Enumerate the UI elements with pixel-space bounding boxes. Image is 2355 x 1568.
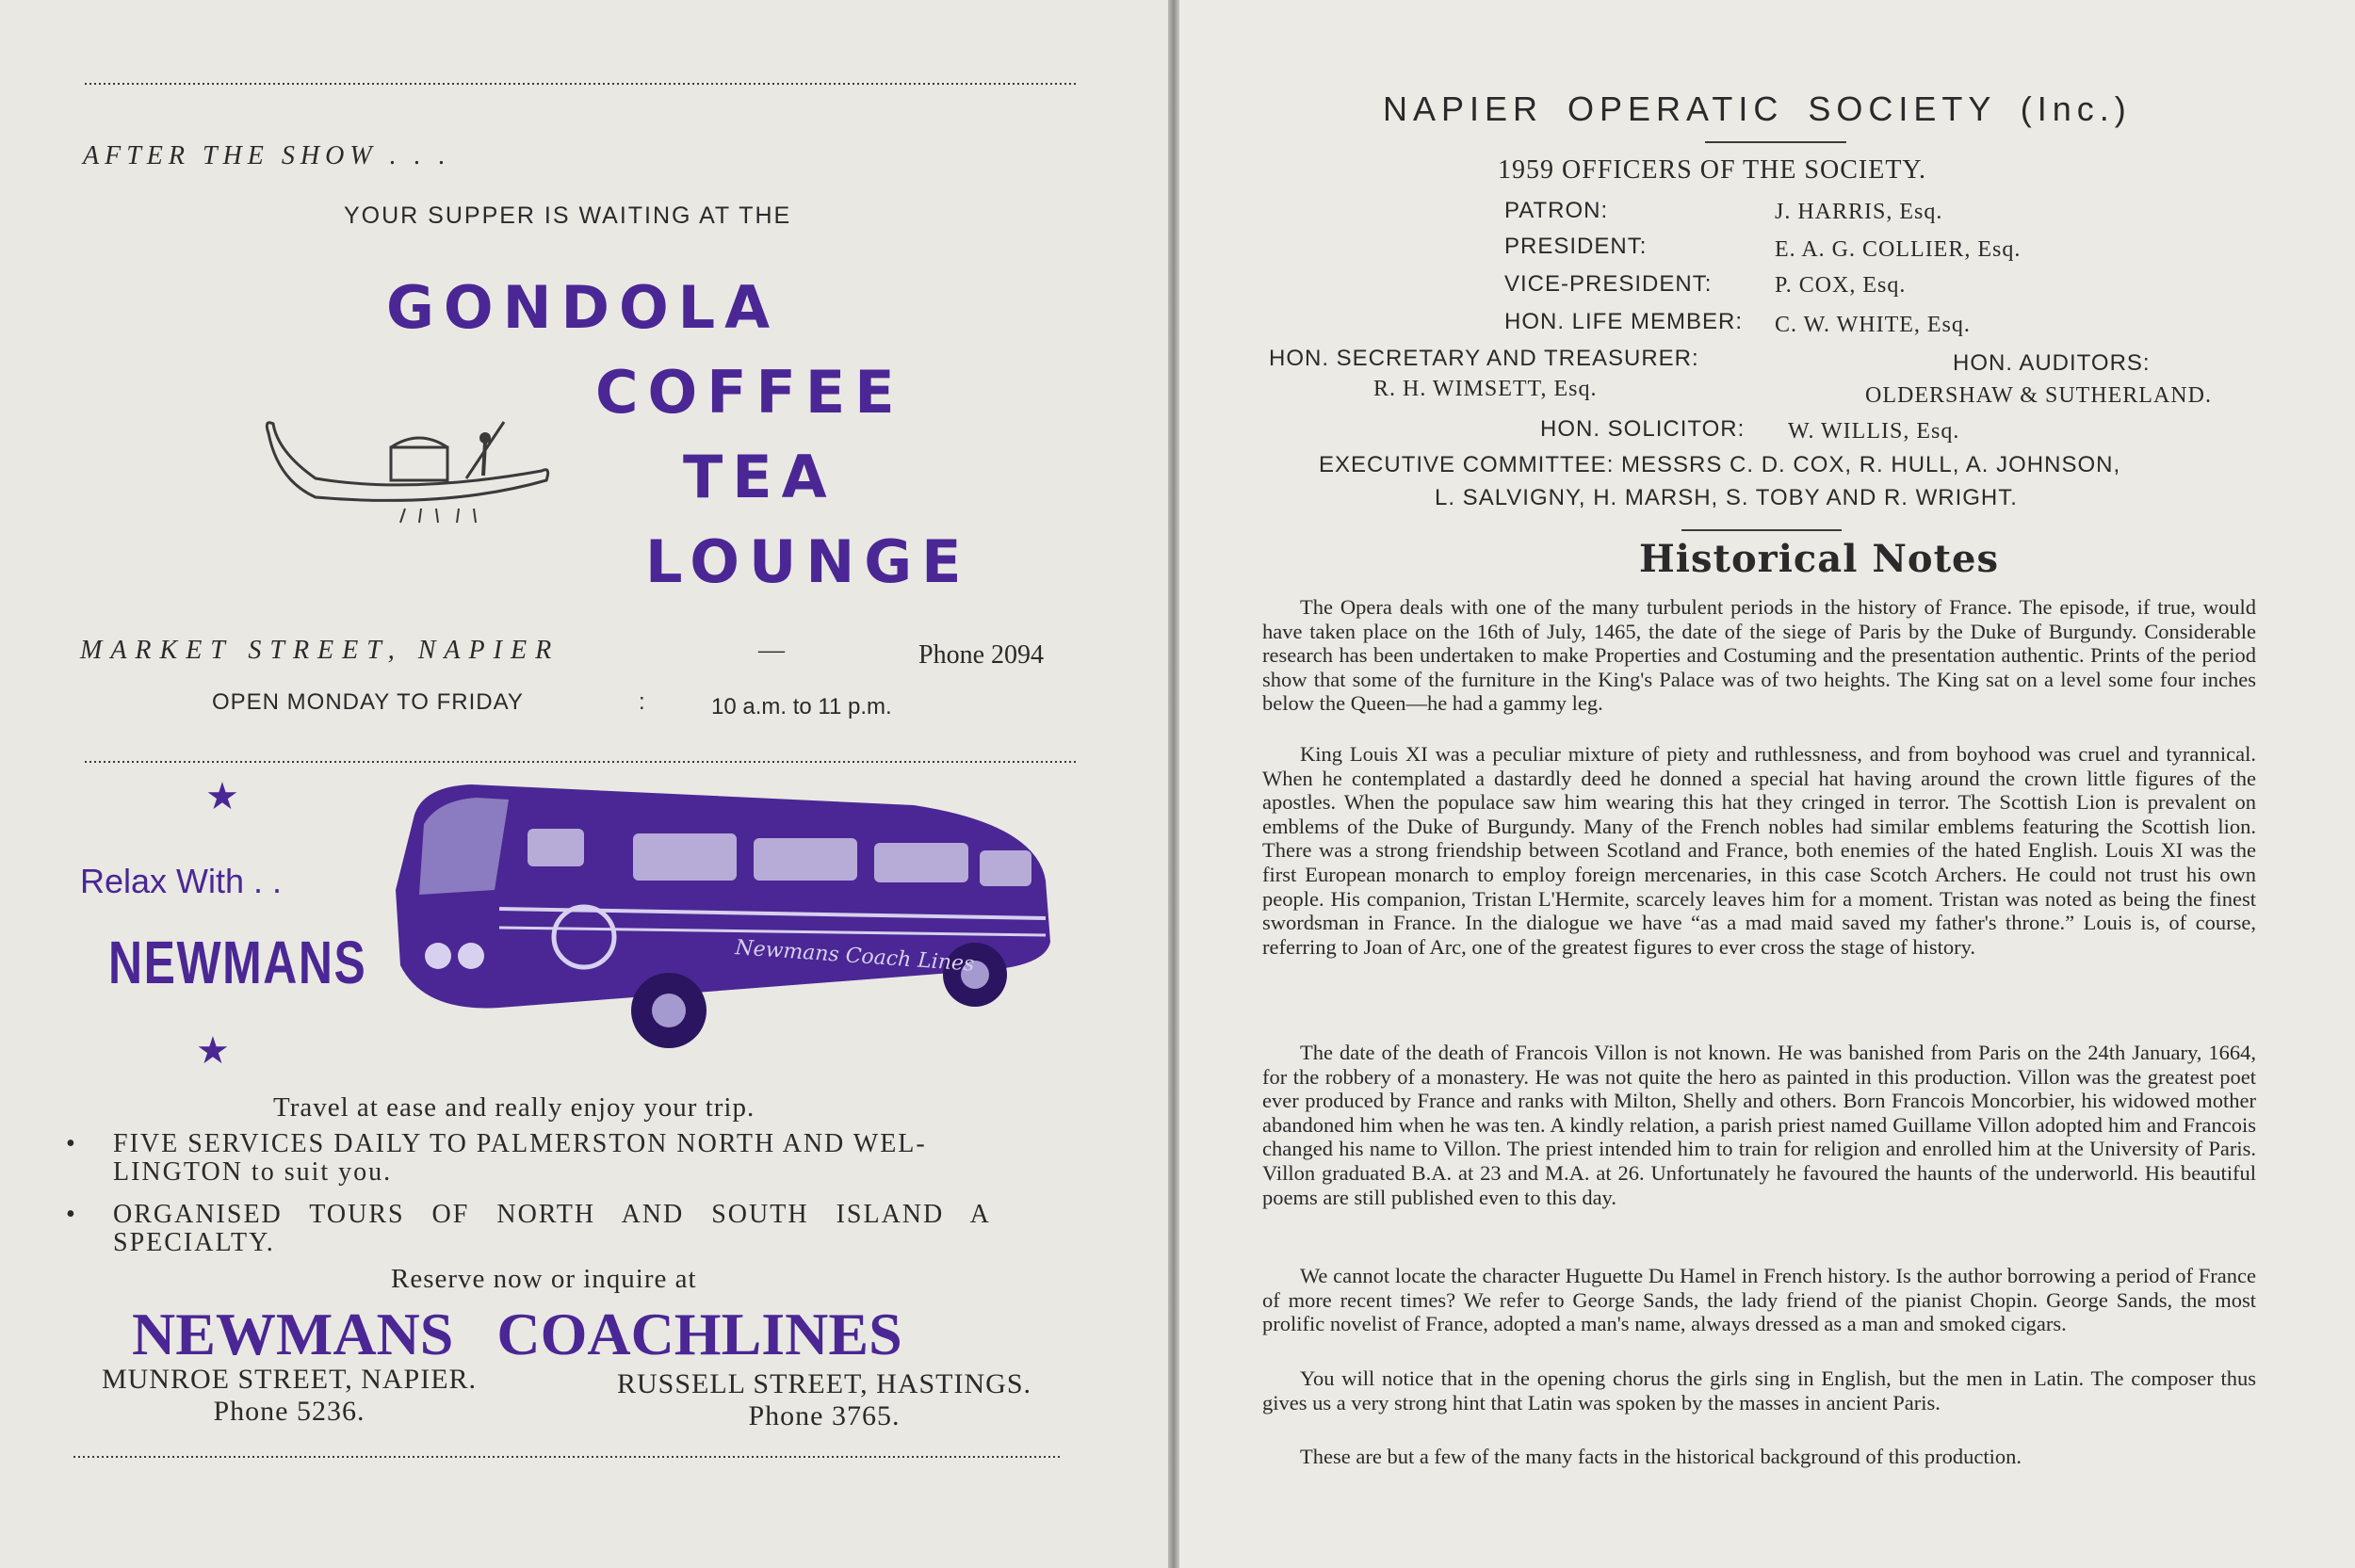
bullet-line: FIVE SERVICES DAILY TO PALMERSTON NORTH AND WEL-	[113, 1129, 927, 1158]
top-divider	[85, 83, 1079, 85]
committee-line: L. SALVIGNY, H. MARSH, S. TOBY AND R. WRIGHT.	[1435, 485, 2018, 510]
address-dash: —	[758, 636, 785, 665]
after-show-text: AFTER THE SHOW . . .	[83, 141, 451, 170]
coffee-title-line: COFFEE	[595, 358, 904, 427]
hastings-office-phone: Phone 3765.	[748, 1400, 901, 1431]
gondola-title-line: GONDOLA	[386, 273, 780, 342]
auditors-name: OLDERSHAW & SUTHERLAND.	[1865, 383, 2212, 408]
hastings-office	[579, 1368, 1069, 1432]
tagline: Travel at ease and really enjoy your trip.	[273, 1092, 755, 1123]
hours-label: OPEN MONDAY TO FRIDAY	[212, 689, 524, 715]
opening-hours: 10 a.m. to 11 p.m.	[711, 694, 892, 719]
bullet-line: SPECIALTY.	[113, 1228, 275, 1257]
officer-role: PATRON:	[1504, 198, 1609, 223]
star-icon: ★	[205, 775, 239, 817]
title-rule	[1705, 141, 1846, 143]
napier-office-street: MUNROE STREET, NAPIER.	[101, 1364, 478, 1395]
officer-role: VICE-PRESIDENT:	[1504, 271, 1713, 297]
auditors-role: HON. AUDITORS:	[1953, 350, 2151, 376]
star-icon: ★	[196, 1029, 230, 1072]
history-paragraph: The Opera deals with one of the many turbulent periods in the history of France. The episode, if true, would have taken place on the 16th of July, 1465, the date of the siege of Paris by the Duke of Burgundy. Considerable research has been undertaken to make Properties and Costuming and the presentation authentic. Prints of the period show that some of the furniture in the King's Palace was of two heights. The King sat on a level some four inches below the Queen—he had a gammy leg.	[1262, 595, 2256, 716]
officer-name: P. COX, Esq.	[1775, 273, 1907, 298]
napier-office	[68, 1364, 511, 1428]
bus-signage-text: Newmans Coach Lines	[734, 936, 976, 977]
solicitor-role: HON. SOLICITOR:	[1540, 416, 1746, 442]
coach-bus-illustration	[386, 777, 1064, 1059]
officers-heading: 1959 OFFICERS OF THE SOCIETY.	[1498, 155, 1927, 185]
officer-name: C. W. WHITE, Esq.	[1775, 313, 1971, 337]
gondola-illustration	[259, 414, 560, 537]
book-spine	[1168, 0, 1179, 1568]
notes-rule	[1681, 529, 1842, 531]
supper-text: YOUR SUPPER IS WAITING AT THE	[344, 202, 792, 229]
secretary-name: R. H. WIMSETT, Esq.	[1373, 377, 1598, 401]
notes-heading: Historical Notes	[1639, 537, 2000, 581]
hours-separator: :	[639, 689, 645, 715]
lounge-title-line: LOUNGE	[645, 527, 971, 596]
bullet-line: ORGANISED TOURS OF NORTH AND SOUTH ISLAND A	[113, 1200, 991, 1229]
solicitor-name: W. WILLIS, Esq.	[1788, 419, 1960, 444]
secretary-role: HON. SECRETARY AND TREASURER:	[1269, 346, 1699, 371]
tea-title-line: TEA	[683, 443, 836, 511]
reserve-text: Reserve now or inquire at	[391, 1264, 697, 1294]
hastings-office-street: RUSSELL STREET, HASTINGS.	[616, 1368, 1032, 1399]
officer-role: PRESIDENT:	[1504, 234, 1648, 259]
company-name: NEWMANS COACHLINES	[132, 1301, 902, 1367]
bullet-icon: •	[66, 1200, 77, 1229]
left-page	[0, 0, 1168, 1568]
society-title: NAPIER OPERATIC SOCIETY (Inc.)	[1383, 89, 2132, 128]
history-paragraph: The date of the death of Francois Villon is not known. He was banished from Paris on the 24th January, 1664, for the robbery of a monastery. He was not quite the hero as painted in this production. Villon was the greatest poet ever produced by France and ranks with Milton, Shelly and others. Born Francois Moncorbier, his widowed mother abandoned him when he was ten. A kindly relation, a parish priest named Guillame Villon adopted him and Francois changed his name to Villon. The priest intended him to train for religion and enrolled him at the University of Paris. Villon graduated B.A. at 23 and M.A. at 26. Unfortunately he favoured the haunts of the underworld. His beautiful poems are still published even to this day.	[1262, 1041, 2256, 1209]
officer-role: HON. LIFE MEMBER:	[1504, 309, 1744, 334]
bullet-icon: •	[66, 1129, 77, 1158]
napier-office-phone: Phone 5236.	[213, 1396, 365, 1427]
gondola-address: MARKET STREET, NAPIER	[80, 636, 560, 665]
history-paragraph: You will notice that in the opening chorus the girls sing in English, but the men in Latin. The composer thus gives us a very strong hint that Latin was spoken by the masses in ancient Paris.	[1262, 1366, 2256, 1414]
bullet-line: LINGTON to suit you.	[113, 1157, 393, 1187]
bottom-divider	[73, 1456, 1063, 1458]
officer-name: J. HARRIS, Esq.	[1775, 200, 1943, 224]
officer-name: E. A. G. COLLIER, Esq.	[1775, 237, 2022, 262]
newmans-brand: NEWMANS	[108, 929, 367, 996]
gondola-phone: Phone 2094	[918, 640, 1044, 670]
middle-divider	[85, 761, 1079, 763]
relax-text: Relax With . .	[80, 862, 283, 900]
history-paragraph: These are but a few of the many facts in the historical background of this production.	[1300, 1445, 2022, 1468]
committee-line: EXECUTIVE COMMITTEE: MESSRS C. D. COX, R. HULL, A. JOHNSON,	[1319, 452, 2121, 477]
history-paragraph: We cannot locate the character Huguette Du Hamel in French history. Is the author borrowing a period of France of more recent times? We refer to George Sands, the lady friend of the pianist Chopin. George Sands, the most prolific novelist of France, adopted a man's name, always dressed as a man and smoked cigars.	[1262, 1264, 2256, 1336]
history-paragraph: King Louis XI was a peculiar mixture of piety and ruthlessness, and from boyhood was cruel and tyrannical. When he contemplated a dastardly deed he donned a special hat having around the crown little figures of the apostles. When the populace saw him wearing this hat they cringed in terror. The Scottish Lion is prevalent on emblems of the Duke of Burgundy. Many of the French nobles had similar emblems featuring the Scottish lion. There was a strong friendship between Scotland and France, both enemies of the hated English. Louis XI was the first European monarch to employ foreign mercenaries, in this case Scotch Archers. He could not trust his own people. His companion, Tristan L'Hermite, scarcely leaves him for a moment. Tristan was noted as being the finest swordsman in France. In the dialogue we have “as a mad maid saved my father's throne.” Louis is, of course, referring to Joan of Arc, one of the greatest figures to ever cross the stage of history.	[1262, 742, 2256, 959]
